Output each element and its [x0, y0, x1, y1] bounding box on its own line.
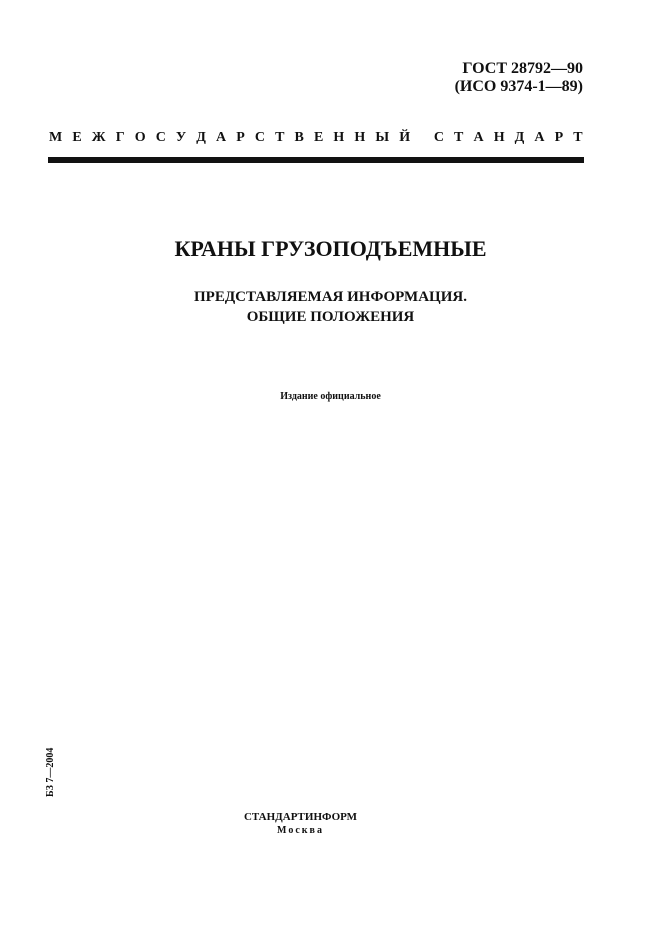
banner-right-letter: А [473, 130, 484, 145]
banner-left-letter: Е [72, 130, 82, 145]
edition-note: Издание официальное [280, 391, 381, 402]
banner-right-letter: Н [493, 130, 505, 145]
banner-left-letter: Н [354, 130, 366, 145]
document-subtitle [0, 287, 661, 327]
banner-left-letter: М [49, 130, 63, 145]
banner-left-letter: У [175, 130, 187, 145]
banner-left-letter: В [294, 130, 304, 145]
banner-right-letter: Р [554, 130, 564, 145]
banner-left-letter: Ы [375, 130, 390, 145]
banner-left-letter: Ж [91, 130, 106, 145]
side-catalog-code: БЗ 7—2004 [45, 747, 56, 797]
banner-left-letter: О [134, 130, 146, 145]
banner-right-letter: Т [573, 130, 583, 145]
banner-right-letter: А [534, 130, 545, 145]
banner-left-letter: Е [313, 130, 324, 145]
banner-left-letter: С [155, 130, 166, 145]
banner-left-letter: Д [196, 130, 206, 145]
horizontal-rule [48, 157, 584, 163]
banner-left-letter: А [216, 130, 227, 145]
banner-left-letter: Й [399, 130, 411, 145]
banner-left-letter: Т [275, 130, 285, 145]
subtitle-line-2: ОБЩИЕ ПОЛОЖЕНИЯ [246, 309, 415, 325]
banner-left-letter: Г [115, 130, 125, 145]
subtitle-line-1: ПРЕДСТАВЛЯЕМАЯ ИНФОРМАЦИЯ. [194, 289, 467, 305]
banner-gap [420, 130, 424, 146]
banner-left-letter: Р [236, 130, 245, 145]
document-title: КРАНЫ ГРУЗОПОДЪЕМНЫЕ [174, 236, 487, 261]
interstate-standard-banner [49, 130, 583, 146]
banner-left-letter: Н [333, 130, 345, 145]
banner-left-letter: С [254, 130, 266, 145]
standard-designation [455, 60, 583, 96]
publisher-name: СТАНДАРТИНФОРМ [243, 811, 358, 823]
standard-number: ГОСТ 28792—90 [462, 60, 583, 77]
banner-right-letter: С [433, 130, 444, 145]
banner-right-letter: Д [514, 130, 525, 145]
publisher-city: Москва [277, 825, 324, 836]
iso-reference: (ИСО 9374-1—89) [454, 78, 583, 95]
banner-right-letter: Т [454, 130, 464, 145]
